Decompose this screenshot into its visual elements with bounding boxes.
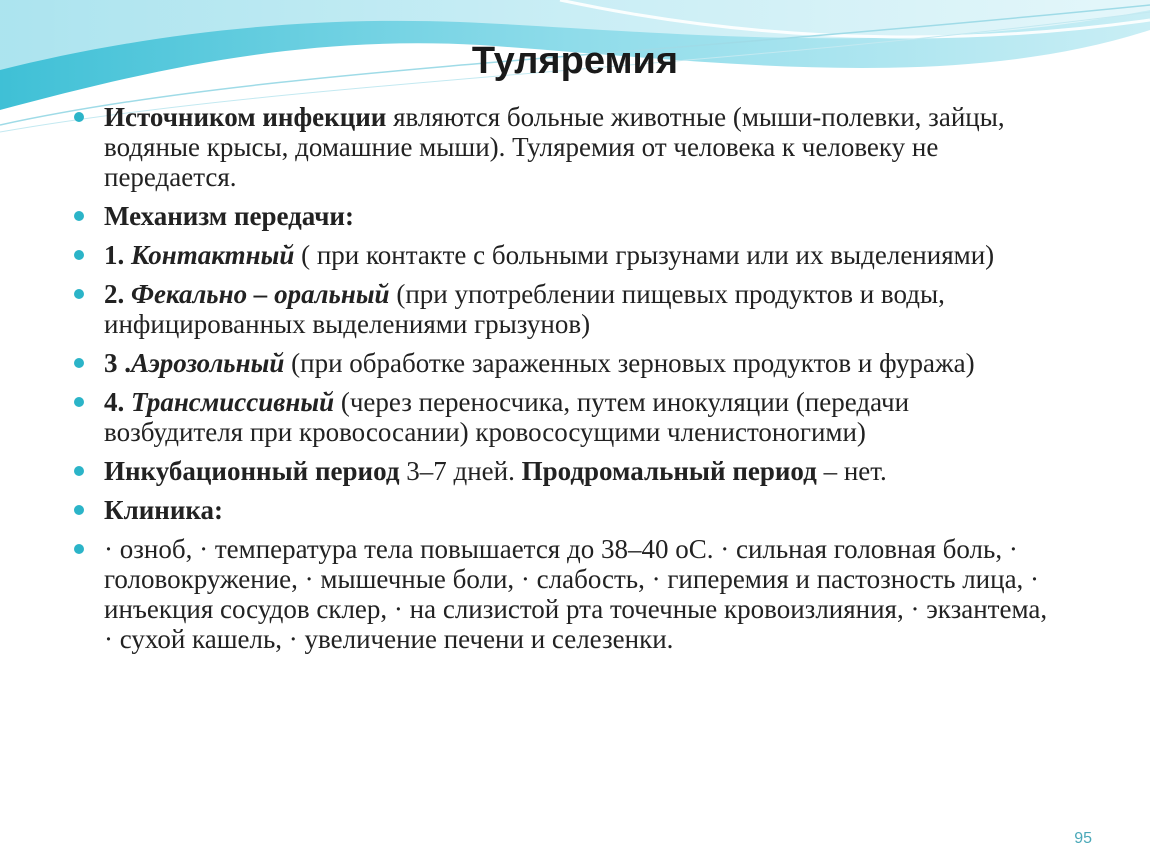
bullet-dot-icon <box>74 466 84 476</box>
item-text: являются больные животные (мыши-полевки, зайцы, водяные крысы, домашние мыши). Туляремия от человека к человеку не передается. <box>104 102 1005 192</box>
item-term: Аэрозольный <box>131 348 285 378</box>
bullet-dot-icon <box>74 397 84 407</box>
list-item <box>74 534 1054 654</box>
bullet-dot-icon <box>74 544 84 554</box>
item-term: Фекально – оральный <box>131 279 390 309</box>
page-number: 95 <box>1074 830 1092 847</box>
list-item <box>74 102 1054 192</box>
list-item <box>74 456 1054 486</box>
item-term: Контактный <box>131 240 295 270</box>
item-text: (при обработке зараженных зерновых продуктов и фуража) <box>284 348 975 378</box>
item-lead-secondary: Продромальный период <box>521 456 817 486</box>
list-item <box>74 240 1054 270</box>
item-number: 4. <box>104 387 131 417</box>
item-lead: Инкубационный период <box>104 456 400 486</box>
item-number: 3 . <box>104 348 131 378</box>
bullet-dot-icon <box>74 250 84 260</box>
bullet-dot-icon <box>74 358 84 368</box>
item-text: · озноб, · температура тела повышается до 38–40 оС. · сильная головная боль, · головокружение, · мышечные боли, · слабость, · гиперемия и пастозность лица, · инъекция сосудов склер, · на слизистой рта точечные кровоизлияния, · экзантема, · сухой кашель, · увеличение печени и селезенки. <box>104 534 1048 654</box>
slide-title: Туляремия <box>471 40 679 82</box>
item-text: ( при контакте с больными грызунами или их выделениями) <box>294 240 995 270</box>
item-text: 3–7 дней. <box>399 456 522 486</box>
item-text: (при употреблении пищевых продуктов и воды, инфицированных выделениями грызунов) <box>104 279 945 339</box>
bullet-dot-icon <box>74 112 84 122</box>
bullet-dot-icon <box>74 289 84 299</box>
item-number: 1. <box>104 240 131 270</box>
bullet-list <box>74 102 1054 663</box>
item-text-secondary: – нет. <box>816 456 887 486</box>
item-number: 2. <box>104 279 131 309</box>
item-text: (через переносчика, путем инокуляции (передачи возбудителя при кровососании) кровососущими членистоногими) <box>104 387 910 447</box>
bullet-dot-icon <box>74 211 84 221</box>
list-item <box>74 279 1054 339</box>
list-item <box>74 387 1054 447</box>
item-lead: Механизм передачи: <box>104 201 354 231</box>
item-lead: Клиника: <box>104 495 224 525</box>
list-item <box>74 495 1054 525</box>
item-lead: Источником инфекции <box>104 102 387 132</box>
bullet-dot-icon <box>74 505 84 515</box>
list-item <box>74 201 1054 231</box>
item-term: Трансмиссивный <box>131 387 335 417</box>
list-item <box>74 348 1054 378</box>
